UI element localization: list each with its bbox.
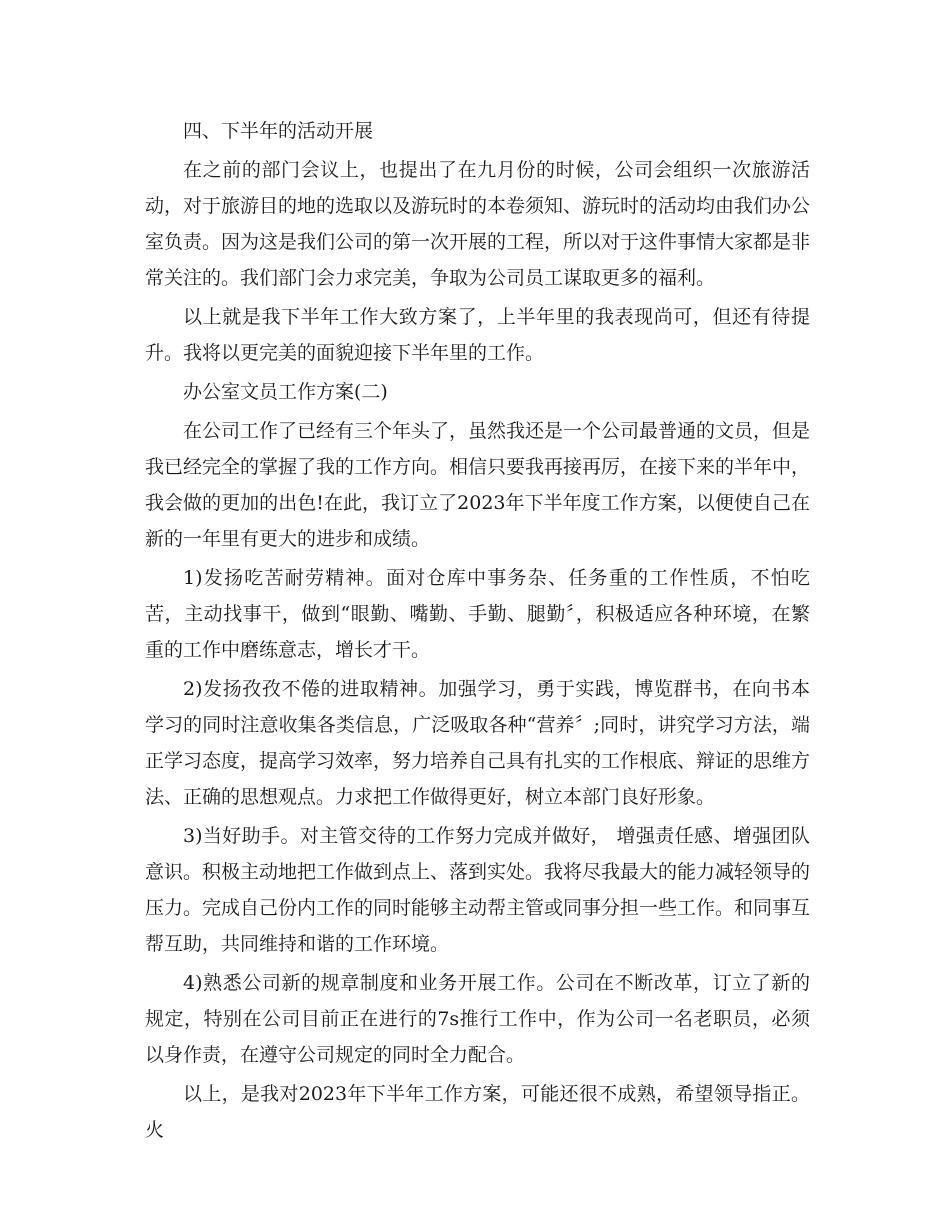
paragraph-item-1: 1)发扬吃苦耐劳精神。面对仓库中事务杂、任务重的工作性质，不怕吃苦，主动找事干，做到“眼勤、嘴勤、手勤、腿勤〞，积极适应各种环境，在繁重的工作中磨练意志，增长才干。 bbox=[145, 567, 810, 661]
paragraph-item-4: 4)熟悉公司新的规章制度和业务开展工作。公司在不断改革，订立了新的规定，特别在公司目前正在进行的7s推行工作中，作为公司一名老职员，必须以身作责，在遵守公司规定的同时全力配合。 bbox=[145, 972, 810, 1066]
paragraph-item-3: 3)当好助手。对主管交待的工作努力完成并做好， 增强责任感、增强团队意识。积极主动地把工作做到点上、落到实处。我将尽我最大的能力减轻领导的压力。完成自己份内工作的同时能够主动帮主管或同事分担一些工作。和同事互帮互助，共同维持和谐的工作环境。 bbox=[145, 825, 811, 955]
paragraph-closing: 以上，是我对2023年下半年工作方案，可能还很不成熟，希望领导指正。火 bbox=[145, 1083, 810, 1141]
document-body bbox=[145, 113, 810, 1151]
section-heading-plan-two: 办公室文员工作方案(二) bbox=[183, 381, 388, 403]
paragraph-intro: 在公司工作了已经有三个年头了，虽然我还是一个公司最普通的文员，但是我已经完全的掌握了我的工作方向。相信只要我再接再厉，在接下来的半年中，我会做的更加的出色!在此，我订立了2023年下半年度工作方案，以便使自己在新的一年里有更大的进步和成绩。 bbox=[145, 420, 811, 550]
paragraph-summary: 以上就是我下半年工作大致方案了，上半年里的我表现尚可，但还有待提升。我将以更完美的面貌迎接下半年里的工作。 bbox=[145, 306, 810, 364]
paragraph-travel-activity: 在之前的部门会议上，也提出了在九月份的时候，公司会组织一次旅游活动，对于旅游目的地的选取以及游玩时的本卷须知、游玩时的活动均由我们办公室负责。因为这是我们公司的第一次开展的工程，所以对于这件事情大家都是非常关注的。我们部门会力求完美，争取为公司员工谋取更多的福利。 bbox=[145, 159, 811, 289]
section-heading-activities: 四、下半年的活动开展 bbox=[183, 120, 374, 142]
paragraph-item-2: 2)发扬孜孜不倦的进取精神。加强学习，勇于实践，博览群书，在向书本学习的同时注意收集各类信息，广泛吸取各种“营养〞;同时，讲究学习方法，端正学习态度，提高学习效率，努力培养自己具有扎实的工作根底、辩证的思维方法、正确的思想观点。力求把工作做得更好，树立本部门良好形象。 bbox=[145, 678, 811, 808]
